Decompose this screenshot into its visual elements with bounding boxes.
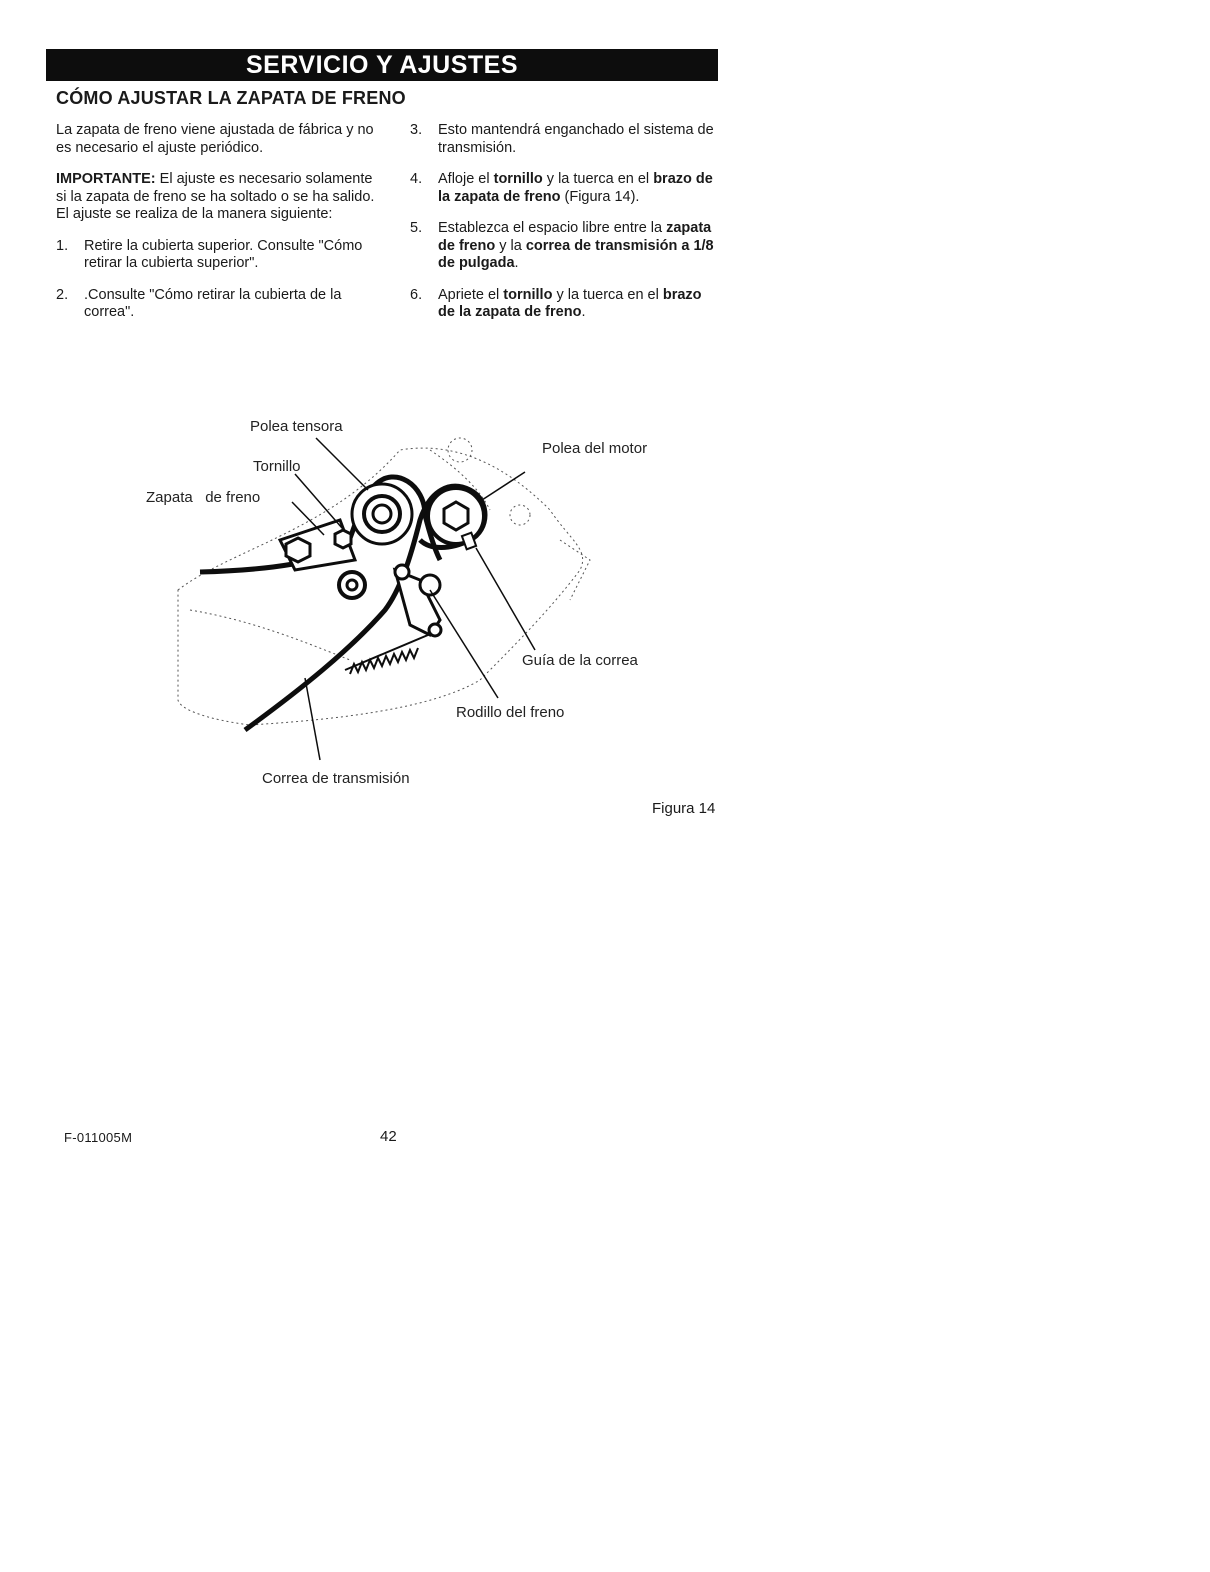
motor-pulley — [428, 488, 484, 544]
step-bold: tornillo — [503, 286, 553, 303]
step-text: . — [514, 255, 519, 271]
step-6 — [410, 287, 722, 322]
step-number: 1. — [56, 237, 69, 254]
step-4 — [410, 171, 722, 206]
step-1 — [56, 238, 376, 273]
page-number: 42 — [380, 1128, 397, 1145]
label-correa-de-transmision: Correa de transmisión — [262, 770, 410, 787]
step-text: (Figura 14). — [560, 188, 640, 205]
intro-paragraph: La zapata de freno viene ajustada de fábrica y no es necesario el ajuste periódico. — [56, 122, 374, 156]
step-text: . — [581, 304, 586, 320]
left-column — [56, 122, 376, 336]
step-text: Afloje el — [438, 171, 494, 187]
label-zapata-de-freno: Zapata de freno — [146, 489, 261, 506]
step-number: 2. — [56, 286, 69, 303]
important-paragraph — [56, 171, 376, 224]
step-bold: correa de transmisión a 1/8 de pulgada — [438, 237, 714, 271]
step-bold: tornillo — [493, 171, 543, 187]
step-bold: brazo de la zapata de freno — [438, 286, 702, 320]
label-rodillo-del-freno: Rodillo del freno — [456, 704, 565, 721]
step-number: 3. — [410, 122, 423, 138]
step-text: y la — [495, 237, 526, 254]
figure-caption: Figura 14 — [652, 800, 716, 817]
step-5 — [410, 220, 722, 273]
label-polea-tensora: Polea tensora — [250, 418, 343, 435]
figure-14 — [130, 410, 670, 790]
step-bold: zapata de freno — [438, 220, 712, 254]
step-text: .Consulte "Cómo retirar la cubierta de la correa". — [84, 286, 342, 320]
step-2 — [56, 287, 376, 322]
label-tornillo: Tornillo — [253, 458, 301, 475]
important-label: IMPORTANTE: — [56, 171, 156, 187]
step-number: 5. — [410, 220, 423, 236]
step-text: y la tuerca en el — [542, 171, 654, 187]
label-guia-de-la-correa: Guía de la correa — [522, 652, 638, 669]
idler-pulley — [352, 484, 412, 544]
step-3 — [410, 122, 722, 157]
step-bold: brazo de la zapata de freno — [438, 171, 713, 205]
important-text: El ajuste es necesario solamente si la zapata de freno se ha soltado o se ha salido. El ajuste se realiza de la manera siguiente: — [56, 171, 375, 222]
label-polea-del-motor: Polea del motor — [542, 440, 648, 457]
right-column — [410, 122, 722, 336]
step-text: Retire la cubierta superior. Consulte "Cómo retirar la cubierta superior". — [84, 237, 363, 271]
brake-arm — [395, 565, 441, 636]
step-text: Establezca el espacio libre entre la — [438, 220, 667, 236]
step-text: y la tuerca en el — [552, 286, 663, 303]
brake-roller — [339, 572, 365, 598]
step-text: Esto mantendrá enganchado el sistema de transmisión. — [438, 122, 714, 156]
document-code: F-011005M — [64, 1130, 133, 1145]
step-number: 6. — [410, 286, 423, 303]
brake-assembly-illustration — [130, 410, 670, 790]
section-heading: CÓMO AJUSTAR LA ZAPATA DE FRENO — [56, 88, 406, 108]
step-number: 4. — [410, 171, 423, 187]
section-banner: SERVICIO Y AJUSTES — [46, 49, 718, 81]
step-text: Apriete el — [438, 286, 504, 303]
